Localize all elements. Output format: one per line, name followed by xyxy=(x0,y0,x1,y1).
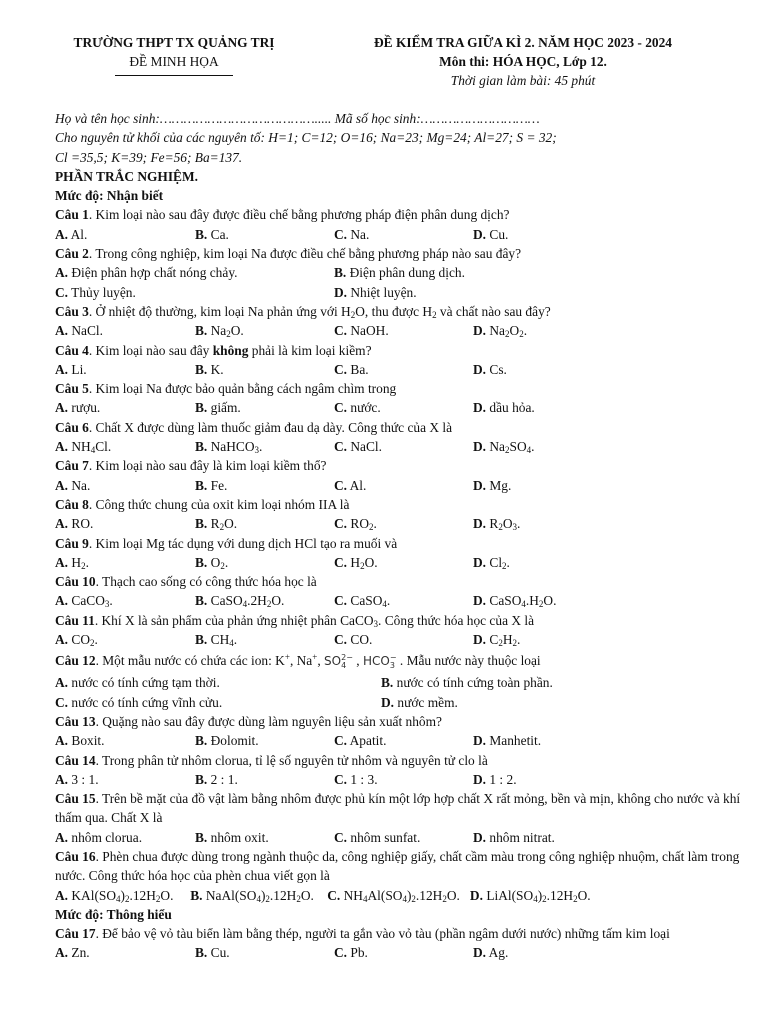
option-d: D. dầu hỏa. xyxy=(473,400,535,416)
level-heading: Mức độ: Nhận biết xyxy=(55,188,164,204)
option-a: A. NaCl. xyxy=(55,323,104,339)
question-14: Câu 14. Trong phân tử nhôm clorua, tỉ lệ số nguyên tử nhôm và nguyên tử clo là xyxy=(55,752,488,768)
option-a: A. Na. xyxy=(55,477,91,493)
option-a: A. $NH_4Cl$. xyxy=(55,439,112,456)
options-12-ab xyxy=(55,673,745,692)
option-c: C. NaOH. xyxy=(334,323,389,339)
option-a: A. Al. xyxy=(55,226,88,242)
option-c: C. NaCl. xyxy=(334,439,383,455)
question-12: Câu 12. Một mẫu nước có chứa các ion: K+, Na+, SO 2− 4 , HCO − 3 . Mẫu nước này thuộc loại xyxy=(55,652,541,670)
option-a: A. $CO_2$. xyxy=(55,632,98,649)
option-c: C. nhôm sunfat. xyxy=(334,829,421,845)
options-8 xyxy=(55,514,745,533)
sulfate-ion: SO 2− 4 xyxy=(324,652,353,670)
option-d: D. Cu. xyxy=(473,226,509,242)
option-d: D. $R_2O_3$. xyxy=(473,516,521,533)
option-b: B. Điện phân dung dịch. xyxy=(334,265,465,281)
options-13 xyxy=(55,731,745,750)
option-d: D. Ag. xyxy=(473,945,509,961)
options-12-cd xyxy=(55,693,745,712)
question-10: Câu 10. Thạch cao sống có công thức hóa học là xyxy=(55,574,317,590)
option-c: C. nước. xyxy=(334,400,381,416)
option-b: B. NaHCO$_3$. xyxy=(195,439,263,456)
option-d: D. nước mềm. xyxy=(381,694,458,710)
option-c: C. Ba. xyxy=(334,361,369,377)
bicarbonate-ion: HCO − 3 xyxy=(362,652,397,670)
option-b: B. giấm. xyxy=(195,400,241,416)
atomic-mass-line-1: Cho nguyên tử khối của các nguyên tố: H=1; C=12; O=16; Na=23; Mg=24; Al=27; S = 32; xyxy=(55,130,557,146)
option-b: B. Cu. xyxy=(195,945,230,961)
option-a: A. Zn. xyxy=(55,945,90,961)
option-b: B. Ca. xyxy=(195,226,229,242)
question-7: Câu 7. Kim loại nào sau đây là kim loại kiềm thổ? xyxy=(55,458,327,474)
option-c: C. Thủy luyện. xyxy=(55,284,136,300)
option-b: B. $CaSO_4.2H_2O$. xyxy=(195,593,285,610)
options-17 xyxy=(55,943,745,962)
option-c: C. Al. xyxy=(334,477,367,493)
level-heading-2: Mức độ: Thông hiểu xyxy=(55,906,172,922)
option-c: C. $RO_2$. xyxy=(334,516,377,533)
option-d: D. $C_2H_2$. xyxy=(473,632,521,649)
header-right xyxy=(318,33,728,90)
option-b: B. Fe. xyxy=(195,477,228,493)
options-9 xyxy=(55,553,745,572)
option-b: B. nhôm oxit. xyxy=(195,829,269,845)
option-c: C. Apatit. xyxy=(334,733,387,749)
question-9: Câu 9. Kim loại Mg tác dụng với dung dịch HCl tạo ra muối và xyxy=(55,535,398,551)
option-b: B. Đolomit. xyxy=(195,733,259,749)
option-b: B. K. xyxy=(195,361,224,377)
exam-type: ĐỀ MINH HỌA xyxy=(129,54,219,69)
option-b: B. $O_2$. xyxy=(195,554,229,571)
option-c: C. $NH_4Al(SO_4)_2.12H_2O$. xyxy=(327,887,460,904)
question-15: Câu 15. Trên bề mặt của đồ vật làm bằng nhôm được phủ kín một lớp hợp chất X rất mỏng, bền và mịn, không cho nước và khí thấm qua. Chất X là xyxy=(55,791,741,826)
exam-subject: Môn thi: HÓA HỌC, Lớp 12. xyxy=(439,54,607,69)
option-a: A. $KAl(SO_4)_2.12H_2O$. xyxy=(55,887,174,904)
options-14 xyxy=(55,770,745,789)
option-c: C. CaSO$_4$. xyxy=(334,593,391,610)
option-d: D. $Na_2O_2$. xyxy=(473,323,528,340)
question-8: Câu 8. Công thức chung của oxit kim loại nhóm IIA là xyxy=(55,496,350,512)
option-c: C. $H_2O$. xyxy=(334,554,378,571)
option-c: C. CO. xyxy=(334,632,373,648)
option-d: D. $Na_2SO_4$. xyxy=(473,439,535,456)
option-a: A. RO. xyxy=(55,516,94,532)
exam-body xyxy=(55,109,745,963)
option-b: B. $NaAl(SO_4)_2.12H_2O$. xyxy=(190,887,314,904)
option-a: A. nước có tính cứng tạm thời. xyxy=(55,675,220,691)
question-17: Câu 17. Để bảo vệ vỏ tàu biển làm bằng thép, người ta gắn vào vỏ tàu (phần ngâm dưới nước) những tấm kim loại xyxy=(55,926,670,942)
options-4 xyxy=(55,360,745,379)
options-6 xyxy=(55,437,745,456)
option-d: D. $LiAl(SO_4)_2.12H_2O$. xyxy=(469,887,591,904)
options-16 xyxy=(55,886,745,905)
option-d: D. $CaSO_4.H_2O$. xyxy=(473,593,557,610)
exam-duration: Thời gian làm bài: 45 phút xyxy=(450,73,596,88)
question-5: Câu 5. Kim loại Na được bảo quản bằng cách ngâm chìm trong xyxy=(55,381,397,397)
question-13: Câu 13. Quặng nào sau đây được dùng làm nguyên liệu sản xuất nhôm? xyxy=(55,713,442,729)
option-c: C. Na. xyxy=(334,226,370,242)
option-d: D. nhôm nitrat. xyxy=(473,829,555,845)
student-info-line: Họ và tên học sinh:…………………………………..... Mã số học sinh:………………………… xyxy=(55,111,540,126)
option-b: B. $Na_2O$. xyxy=(195,323,244,340)
header-underline xyxy=(115,75,233,76)
option-a: A. 3 : 1. xyxy=(55,771,99,787)
option-a: A. nhôm clorua. xyxy=(55,829,143,845)
options-15 xyxy=(55,828,745,847)
options-3 xyxy=(55,321,745,340)
option-c: C. Pb. xyxy=(334,945,368,961)
option-d: D. 1 : 2. xyxy=(473,771,517,787)
options-11 xyxy=(55,630,745,649)
option-d: D. Manhetit. xyxy=(473,733,542,749)
question-4: Câu 4. Kim loại nào sau đây không phải là kim loại kiềm? xyxy=(55,342,372,358)
option-b: B. $CH_4$. xyxy=(195,632,238,649)
options-7 xyxy=(55,476,745,495)
header-left xyxy=(40,33,308,76)
option-d: D. Nhiệt luyện. xyxy=(334,284,417,300)
option-c: C. 1 : 3. xyxy=(334,771,378,787)
option-c: C. nước có tính cứng vĩnh cửu. xyxy=(55,694,223,710)
question-2: Câu 2. Trong công nghiệp, kim loại Na được điều chế bằng phương pháp nào sau đây? xyxy=(55,246,522,262)
option-b: B. 2 : 1. xyxy=(195,771,238,787)
section-title: PHẦN TRẮC NGHIỆM. xyxy=(55,168,198,184)
options-1 xyxy=(55,225,745,244)
options-2-ab xyxy=(55,263,745,282)
option-a: A. rượu. xyxy=(55,400,101,416)
option-b: B. $R_2O$. xyxy=(195,516,238,533)
question-6: Câu 6. Chất X được dùng làm thuốc giảm đau dạ dày. Công thức của X là xyxy=(55,419,453,435)
question-3: Câu 3. Ở nhiệt độ thường, kim loại Na phản ứng với $H_2O$, thu được $H_2$ và chất nào sau đây? xyxy=(55,303,551,320)
options-2-cd xyxy=(55,283,745,302)
options-5 xyxy=(55,398,745,417)
atomic-mass-line-2: Cl =35,5; K=39; Fe=56; Ba=137. xyxy=(55,149,243,165)
option-a: A. CaCO$_3$. xyxy=(55,593,113,610)
question-16: Câu 16. Phèn chua được dùng trong ngành thuộc da, công nghiệp giấy, chất cầm màu trong công nghiệp nhuộm, chất làm trong nước. Công thức hóa học của phèn chua viết gọn là xyxy=(55,848,740,884)
option-d: D. Cs. xyxy=(473,361,507,377)
exam-title: ĐỀ KIỂM TRA GIỮA KÌ 2. NĂM HỌC 2023 - 2024 xyxy=(374,35,672,50)
option-a: A. $H_2$. xyxy=(55,554,89,571)
option-d: D. Mg. xyxy=(473,477,512,493)
question-11: Câu 11. Khí X là sản phẩm của phản ứng nhiệt phân CaCO$_3$. Công thức hóa học của X là xyxy=(55,612,535,629)
option-b: B. nước có tính cứng toàn phần. xyxy=(381,675,553,691)
option-a: A. Boxit. xyxy=(55,733,105,749)
option-d: D. $Cl_2$. xyxy=(473,554,510,571)
option-a: A. Li. xyxy=(55,361,87,377)
options-10 xyxy=(55,591,745,610)
school-name: TRƯỜNG THPT TX QUẢNG TRỊ xyxy=(73,35,275,50)
option-a: A. Điện phân hợp chất nóng chảy. xyxy=(55,265,238,281)
question-1: Câu 1. Kim loại nào sau đây được điều chế bằng phương pháp điện phân dung dịch? xyxy=(55,207,510,223)
